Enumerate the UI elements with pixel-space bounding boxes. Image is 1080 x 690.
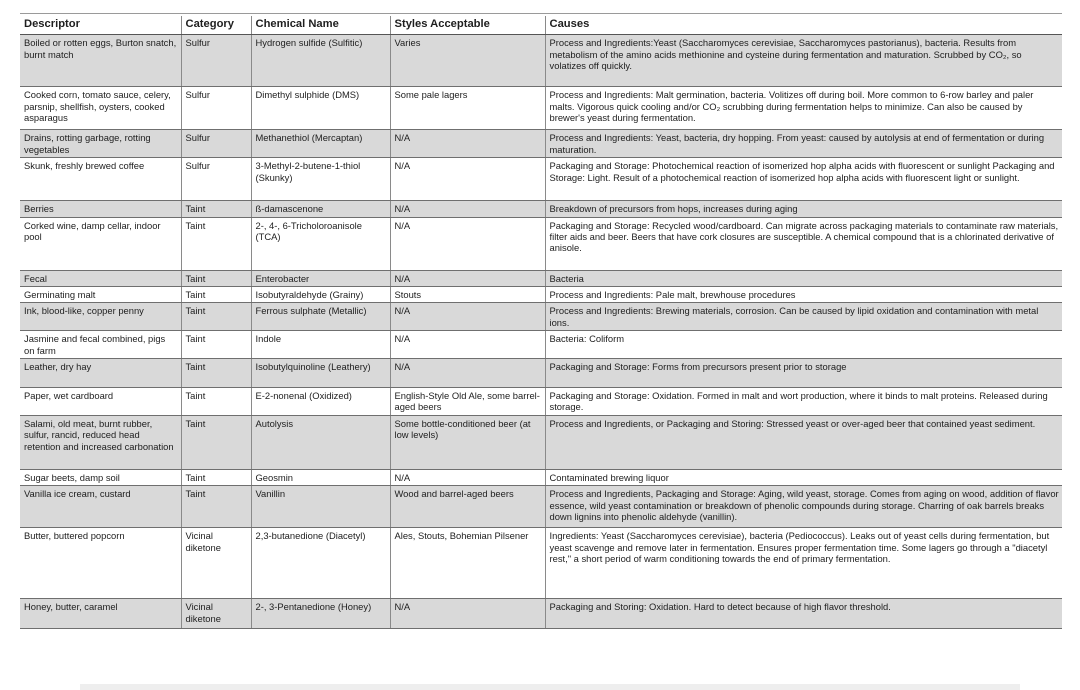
causes-cell: Bacteria: Coliform	[545, 331, 1062, 359]
category-cell: Taint	[181, 469, 251, 485]
chemical-name-cell: Autolysis	[251, 415, 390, 469]
causes-cell: Process and Ingredients, Packaging and Storage: Aging, wild yeast, storage. Comes from aging on wood, addition of flavor essence, wild yeast contamination or breakdown of phenolic compounds during storage. Charring of oak barrels breaks down lignins into phenolic aldehyde (vanillin).	[545, 486, 1062, 528]
causes-cell: Packaging and Storage: Forms from precursors present prior to storage	[545, 359, 1062, 388]
header-chemical-name: Chemical Name	[251, 16, 390, 35]
off-flavor-table	[20, 16, 1062, 629]
styles-cell: English-Style Old Ale, some barrel-aged beers	[390, 388, 545, 416]
table-row	[20, 331, 1062, 359]
table-row	[20, 528, 1062, 599]
causes-cell: Process and Ingredients: Yeast, bacteria, dry hopping. From yeast: caused by autolysis at end of fermentation or during maturation.	[545, 130, 1062, 158]
category-cell: Taint	[181, 359, 251, 388]
table-row	[20, 415, 1062, 469]
chemical-name-cell: Methanethiol (Mercaptan)	[251, 130, 390, 158]
category-cell: Sulfur	[181, 158, 251, 201]
header-causes: Causes	[545, 16, 1062, 35]
header-category: Category	[181, 16, 251, 35]
descriptor-cell: Butter, buttered popcorn	[20, 528, 181, 599]
styles-cell: N/A	[390, 201, 545, 217]
chemical-name-cell: 2-, 3-Pentanedione (Honey)	[251, 599, 390, 629]
table-row	[20, 469, 1062, 485]
table-row	[20, 201, 1062, 217]
styles-cell: N/A	[390, 303, 545, 331]
table-body	[20, 35, 1062, 629]
category-cell: Taint	[181, 331, 251, 359]
table-row	[20, 35, 1062, 87]
descriptor-cell: Leather, dry hay	[20, 359, 181, 388]
descriptor-cell: Germinating malt	[20, 287, 181, 303]
table-row	[20, 287, 1062, 303]
descriptor-cell: Boiled or rotten eggs, Burton snatch, burnt match	[20, 35, 181, 87]
category-cell: Vicinal diketone	[181, 528, 251, 599]
styles-cell: Wood and barrel-aged beers	[390, 486, 545, 528]
table-row	[20, 486, 1062, 528]
chemical-name-cell: 2-, 4-, 6-Tricholoroanisole (TCA)	[251, 217, 390, 270]
descriptor-cell: Honey, butter, caramel	[20, 599, 181, 629]
category-cell: Sulfur	[181, 87, 251, 130]
styles-cell: N/A	[390, 130, 545, 158]
chemical-name-cell: 2,3-butanedione (Diacetyl)	[251, 528, 390, 599]
table-row	[20, 217, 1062, 270]
table-row	[20, 303, 1062, 331]
styles-cell: Some pale lagers	[390, 87, 545, 130]
chemical-name-cell: Hydrogen sulfide (Sulfitic)	[251, 35, 390, 87]
category-cell: Sulfur	[181, 35, 251, 87]
header-descriptor: Descriptor	[20, 16, 181, 35]
causes-cell: Packaging and Storage: Recycled wood/cardboard. Can migrate across packaging materials to contaminate raw materials, filter aids and beer. Beers that have cork closures are susceptible. A chemical compound that is a chlorinated derivative of anisole.	[545, 217, 1062, 270]
causes-cell: Packaging and Storage: Oxidation. Formed in malt and wort production, where it binds to malt proteins. Released during storage.	[545, 388, 1062, 416]
category-cell: Vicinal diketone	[181, 599, 251, 629]
descriptor-cell: Drains, rotting garbage, rotting vegetables	[20, 130, 181, 158]
causes-cell: Process and Ingredients: Malt germination, bacteria. Volitizes off during boil. More common to 6-row barley and paler malts. Vigorous quick cooling and/or CO₂ scrubbing during fermentation helps to minimize. Can also be caused by brewer's yeast during fermentation.	[545, 87, 1062, 130]
category-cell: Taint	[181, 415, 251, 469]
causes-cell: Process and Ingredients: Brewing materials, corrosion. Can be caused by lipid oxidation and contamination with metal ions.	[545, 303, 1062, 331]
category-cell: Taint	[181, 486, 251, 528]
descriptor-cell: Vanilla ice cream, custard	[20, 486, 181, 528]
chemical-name-cell: ß-damascenone	[251, 201, 390, 217]
table-row	[20, 359, 1062, 388]
header-row	[20, 16, 1062, 35]
table-row	[20, 130, 1062, 158]
styles-cell: N/A	[390, 469, 545, 485]
causes-cell: Breakdown of precursors from hops, increases during aging	[545, 201, 1062, 217]
chemical-name-cell: Indole	[251, 331, 390, 359]
causes-cell: Packaging and Storage: Photochemical reaction of isomerized hop alpha acids with fluorescent or sunlight Packaging and Storage: Light. Result of a photochemical reaction of isomerized hop alpha acids with fluorescent light or sunlight.	[545, 158, 1062, 201]
styles-cell: N/A	[390, 331, 545, 359]
causes-cell: Packaging and Storing: Oxidation. Hard to detect because of high flavor threshold.	[545, 599, 1062, 629]
descriptor-cell: Fecal	[20, 270, 181, 286]
styles-cell: N/A	[390, 359, 545, 388]
table-row	[20, 270, 1062, 286]
chemical-name-cell: Enterobacter	[251, 270, 390, 286]
descriptor-cell: Skunk, freshly brewed coffee	[20, 158, 181, 201]
bottom-band	[80, 684, 1020, 690]
category-cell: Taint	[181, 217, 251, 270]
styles-cell: N/A	[390, 270, 545, 286]
styles-cell: N/A	[390, 599, 545, 629]
chemical-name-cell: Isobutylquinoline (Leathery)	[251, 359, 390, 388]
styles-cell: N/A	[390, 217, 545, 270]
table-row	[20, 599, 1062, 629]
descriptor-cell: Ink, blood-like, copper penny	[20, 303, 181, 331]
descriptor-cell: Salami, old meat, burnt rubber, sulfur, rancid, reduced head retention and increased carbonation	[20, 415, 181, 469]
styles-cell: Stouts	[390, 287, 545, 303]
category-cell: Taint	[181, 287, 251, 303]
chemical-name-cell: E-2-nonenal (Oxidized)	[251, 388, 390, 416]
descriptor-cell: Paper, wet cardboard	[20, 388, 181, 416]
table-row	[20, 87, 1062, 130]
category-cell: Taint	[181, 270, 251, 286]
top-rule	[20, 13, 1062, 14]
styles-cell: Ales, Stouts, Bohemian Pilsener	[390, 528, 545, 599]
causes-cell: Process and Ingredients: Pale malt, brewhouse procedures	[545, 287, 1062, 303]
table-row	[20, 388, 1062, 416]
category-cell: Taint	[181, 201, 251, 217]
chemical-name-cell: 3-Methyl-2-butene-1-thiol (Skunky)	[251, 158, 390, 201]
causes-cell: Contaminated brewing liquor	[545, 469, 1062, 485]
causes-cell: Process and Ingredients:Yeast (Saccharomyces cerevisiae, Saccharomyces pastorianus), bacteria. Results from metabolism of the amino acids methionine and cysteine during fermentation and maturation. Scrubbed by CO₂, so volatizes off quickly.	[545, 35, 1062, 87]
styles-cell: Some bottle-conditioned beer (at low levels)	[390, 415, 545, 469]
chemical-name-cell: Dimethyl sulphide (DMS)	[251, 87, 390, 130]
descriptor-cell: Cooked corn, tomato sauce, celery, parsnip, shellfish, oysters, cooked asparagus	[20, 87, 181, 130]
category-cell: Taint	[181, 388, 251, 416]
category-cell: Taint	[181, 303, 251, 331]
category-cell: Sulfur	[181, 130, 251, 158]
causes-cell: Process and Ingredients, or Packaging and Storing: Stressed yeast or over-aged beer that contained yeast sediment.	[545, 415, 1062, 469]
header-styles-acceptable: Styles Acceptable	[390, 16, 545, 35]
styles-cell: N/A	[390, 158, 545, 201]
causes-cell: Bacteria	[545, 270, 1062, 286]
chemical-name-cell: Ferrous sulphate (Metallic)	[251, 303, 390, 331]
chemical-name-cell: Geosmin	[251, 469, 390, 485]
descriptor-cell: Sugar beets, damp soil	[20, 469, 181, 485]
table-row	[20, 158, 1062, 201]
styles-cell: Varies	[390, 35, 545, 87]
chemical-name-cell: Vanillin	[251, 486, 390, 528]
chemical-name-cell: Isobutyraldehyde (Grainy)	[251, 287, 390, 303]
descriptor-cell: Berries	[20, 201, 181, 217]
causes-cell: Ingredients: Yeast (Saccharomyces cerevisiae), bacteria (Pediococcus). Leaks out of yeast cells during fermentation, but yeast scavenge and remove later in fermentation. Ensures proper fermentation time. Some lagers go through a "diacetyl rest," a short period of warm conditioning towards the end of primary fermentation.	[545, 528, 1062, 599]
descriptor-cell: Corked wine, damp cellar, indoor pool	[20, 217, 181, 270]
descriptor-cell: Jasmine and fecal combined, pigs on farm	[20, 331, 181, 359]
